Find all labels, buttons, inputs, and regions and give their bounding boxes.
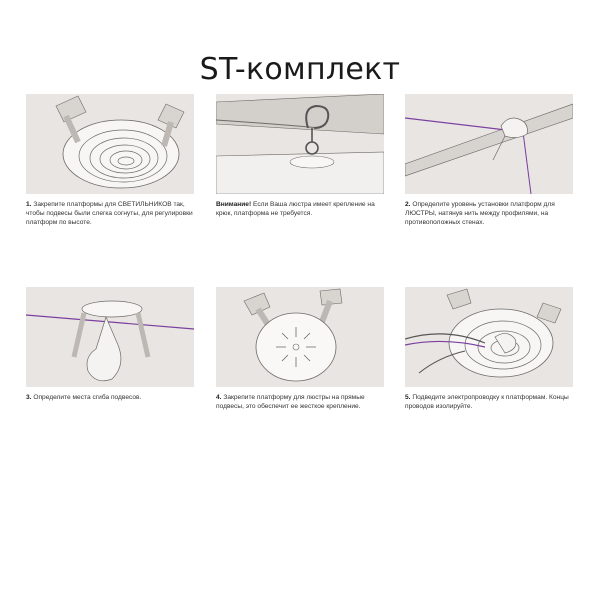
step-3-text: Определите места сгиба подвесов. <box>33 394 142 401</box>
step-1-caption <box>26 200 196 228</box>
step-5-image <box>405 287 573 387</box>
step-attention-text: Если Ваша люстра имеет крепление на крюк, платформа не требуется. <box>216 201 375 218</box>
step-attention-illustration <box>216 94 384 194</box>
step-4-illustration <box>216 287 384 387</box>
step-2-text: Определите уровень установки платформ для ЛЮСТРЫ, натянув нить между профилями, на противоположных стенах. <box>405 201 555 227</box>
step-3-illustration <box>26 287 194 387</box>
step-5-illustration <box>405 287 573 387</box>
step-1-number: 1. <box>26 201 32 208</box>
step-2-illustration <box>405 94 573 194</box>
step-4-number: 4. <box>216 394 222 401</box>
step-1-text: Закрепите платформы для СВЕТИЛЬНИКОВ так, чтобы подвесы были слегка согнуты, для регулировки платформ по высоте. <box>26 201 193 227</box>
step-3-image <box>26 287 194 387</box>
step-5-text: Подведите электропроводку к платформам. Концы проводов изолируйте. <box>405 394 569 411</box>
step-3-caption <box>26 393 196 402</box>
step-attention-image <box>216 94 384 194</box>
step-5-caption <box>405 393 575 411</box>
step-4-text: Закрепите платформу для люстры на прямые подвесы, это обеспечит ее жесткое крепление. <box>216 394 365 411</box>
page-title: ST-комплект <box>199 52 401 87</box>
step-2-image <box>405 94 573 194</box>
step-5-number: 5. <box>405 394 411 401</box>
step-4-caption <box>216 393 386 411</box>
step-2-caption <box>405 200 575 228</box>
step-3-number: 3. <box>26 394 32 401</box>
step-2-number: 2. <box>405 201 411 208</box>
step-1-illustration <box>26 94 194 194</box>
step-1-image <box>26 94 194 194</box>
step-attention-label: Внимание! <box>216 201 252 208</box>
step-attention-caption <box>216 200 386 218</box>
step-4-image <box>216 287 384 387</box>
